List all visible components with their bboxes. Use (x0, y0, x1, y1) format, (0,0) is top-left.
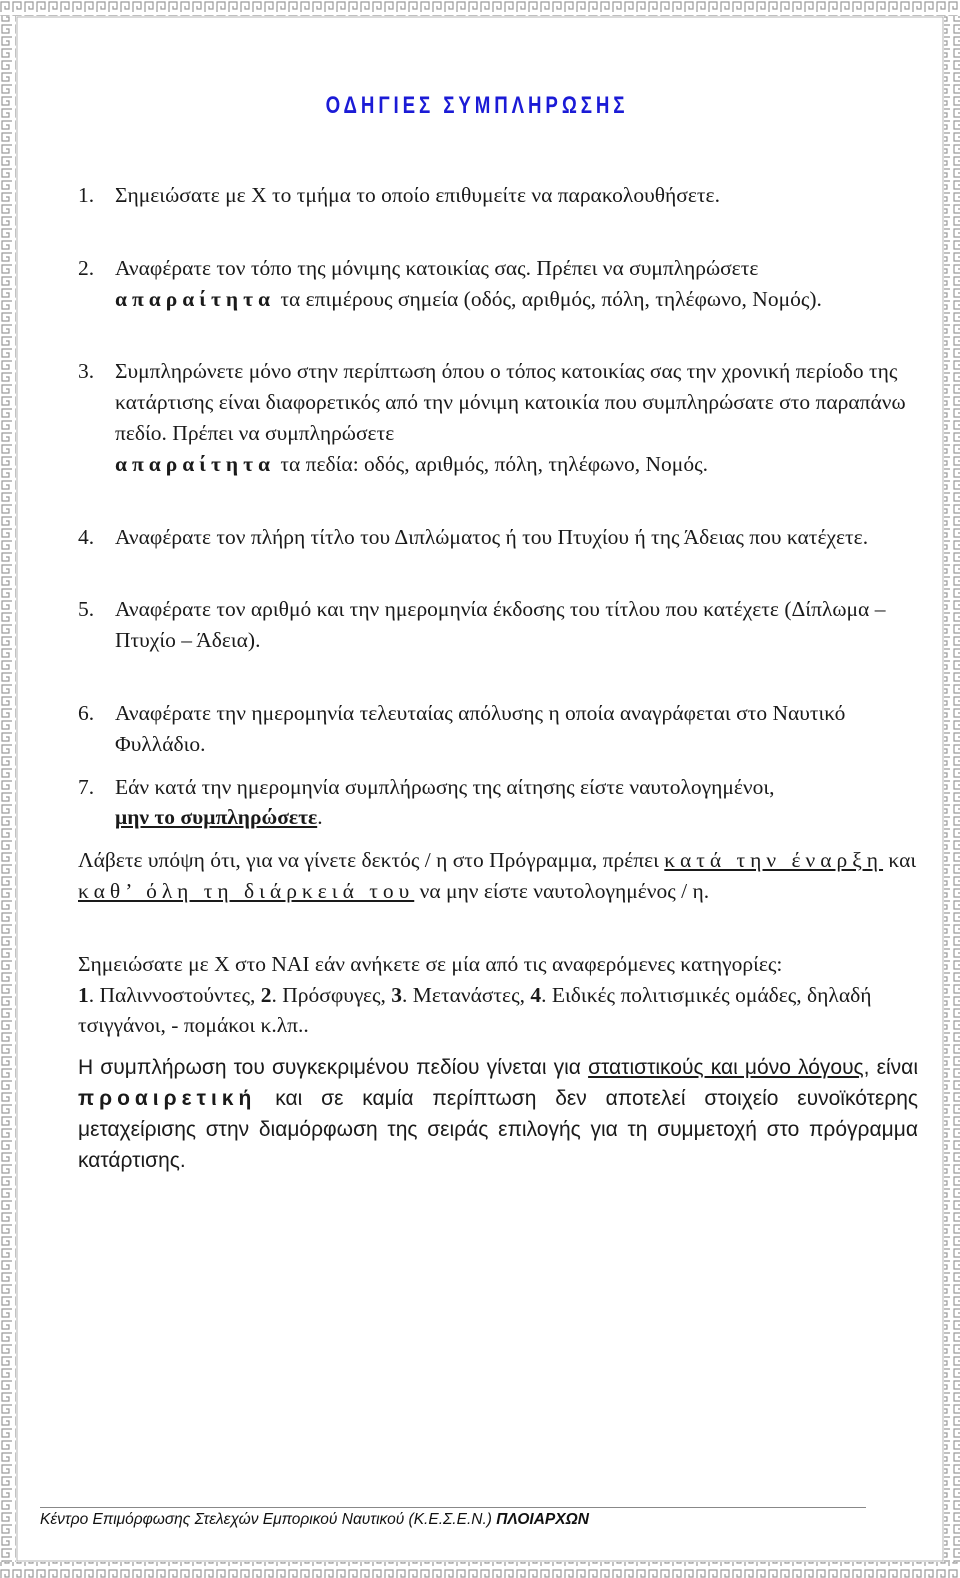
item-number: 3. (78, 359, 95, 384)
item-number: 5. (78, 597, 95, 622)
footer-bold: ΠΛΟΙΑΡΧΩΝ (496, 1511, 589, 1528)
instruction-item-5 (78, 594, 918, 656)
instruction-item-4 (78, 522, 918, 553)
instruction-item-1 (78, 180, 918, 211)
item-text (115, 772, 918, 834)
instruction-item-3 (78, 356, 918, 479)
emphasis-throughout: καθ’ όλη τη διάρκειά του (78, 878, 415, 903)
emphasis-required: απαραίτητα (115, 451, 275, 476)
item-number: 6. (78, 700, 95, 725)
instructions (78, 180, 918, 1176)
item-text: Σημειώσατε με Χ το τμήμα το οποίο επιθυμείτε να παρακολουθήσετε. (115, 183, 720, 207)
emphasis-at-start: κατά την έναρξη (664, 848, 884, 873)
instruction-item-6 (78, 698, 918, 760)
page-footer (40, 1507, 866, 1529)
instruction-item-2 (78, 253, 918, 315)
item-text: Αναφέρατε τον αριθμό και την ημερομηνία έκδοσης του τίτλου που κατέχετε (Δίπλωμα – Πτυχίο – Άδεια). (115, 597, 886, 653)
item-text-end: . (317, 805, 323, 830)
item-text-end: τα επιμέρους σημεία (οδός, αριθμός, πόλη, τηλέφωνο, Νομός). (274, 286, 822, 311)
item-text (115, 356, 918, 479)
emphasis-statistical: στατιστικούς και μόνο λόγους (588, 1056, 864, 1080)
enrollment-note: Λάβετε υπόψη ότι, για να γίνετε δεκτός / η στο Πρόγραμμα, πρέπει κατά την έναρξη και καθ’ όλη τη διάρκειά του να μην είστε ναυτολογημένος / η. (78, 848, 917, 903)
item-text: Αναφέρατε την ημερομηνία τελευταίας απόλυσης η οποία αναγράφεται στο Ναυτικό Φυλλάδιο. (115, 700, 846, 756)
page-title: ΟΔΗΓΙΕΣ ΣΥΜΠΛΗΡΩΣΗΣ (325, 92, 629, 119)
optional-field-note: Η συμπλήρωση του συγκεκριμένου πεδίου γίνεται για στατιστικούς και μόνο λόγους, είναι προαιρετική και σε καμία περίπτωση δεν αποτελεί στοιχείο ευνοϊκότερης μεταχείρισης στην διαμόρφωση της σειράς επιλογής για τη συμμετοχή στο πρόγραμμα κατάρτισης. (78, 1056, 918, 1172)
emphasis-do-not-fill: μην το συμπληρώσετε (115, 805, 318, 830)
item-text-start: Συμπληρώνετε μόνο στην περίπτωση όπου ο τόπος κατοικίας σας την χρονική περίοδο της κατάρτισης είναι διαφορετικός από την μόνιμη κατοικία που συμπληρώσατε στο παραπάνω πεδίο. Πρέπει να συμπληρώσετε (115, 359, 906, 445)
item-number: 1. (78, 183, 95, 207)
item-text: Αναφέρατε τον πλήρη τίτλο του Διπλώματος ή του Πτυχίου ή της Άδειας που κατέχετε. (115, 524, 869, 549)
item-number: 4. (78, 524, 95, 549)
instruction-item-7 (78, 772, 918, 834)
item-text-start: Αναφέρατε τον τόπο της μόνιμης κατοικίας σας. Πρέπει να συμπληρώσετε (115, 255, 759, 280)
footer-text: Κέντρο Επιμόρφωσης Στελεχών Εμπορικού Ναυτικού (Κ.Ε.Σ.Ε.Ν.) (40, 1511, 497, 1528)
emphasis-optional: προαιρετική (78, 1086, 257, 1110)
item-text (115, 253, 918, 315)
categories-note: Σημειώσατε με Χ στο ΝΑΙ εάν ανήκετε σε μία από τις αναφερόμενες κατηγορίες: 1. Παλιννοστούντες, 2. Πρόσφυγες, 3. Μετανάστες, 4. Ειδικές πολιτισμικές ομάδες, δηλαδή τσιγγάνοι, - πομάκοι κ.λπ.. (78, 951, 872, 1038)
emphasis-required: απαραίτητα (115, 286, 275, 311)
item-text-start: Εάν κατά την ημερομηνία συμπλήρωσης της αίτησης είστε ναυτολογημένοι, (115, 774, 775, 799)
item-text-end: τα πεδία: οδός, αριθμός, πόλη, τηλέφωνο, Νομός. (274, 451, 708, 476)
item-number: 2. (78, 255, 95, 280)
item-number: 7. (78, 774, 95, 799)
